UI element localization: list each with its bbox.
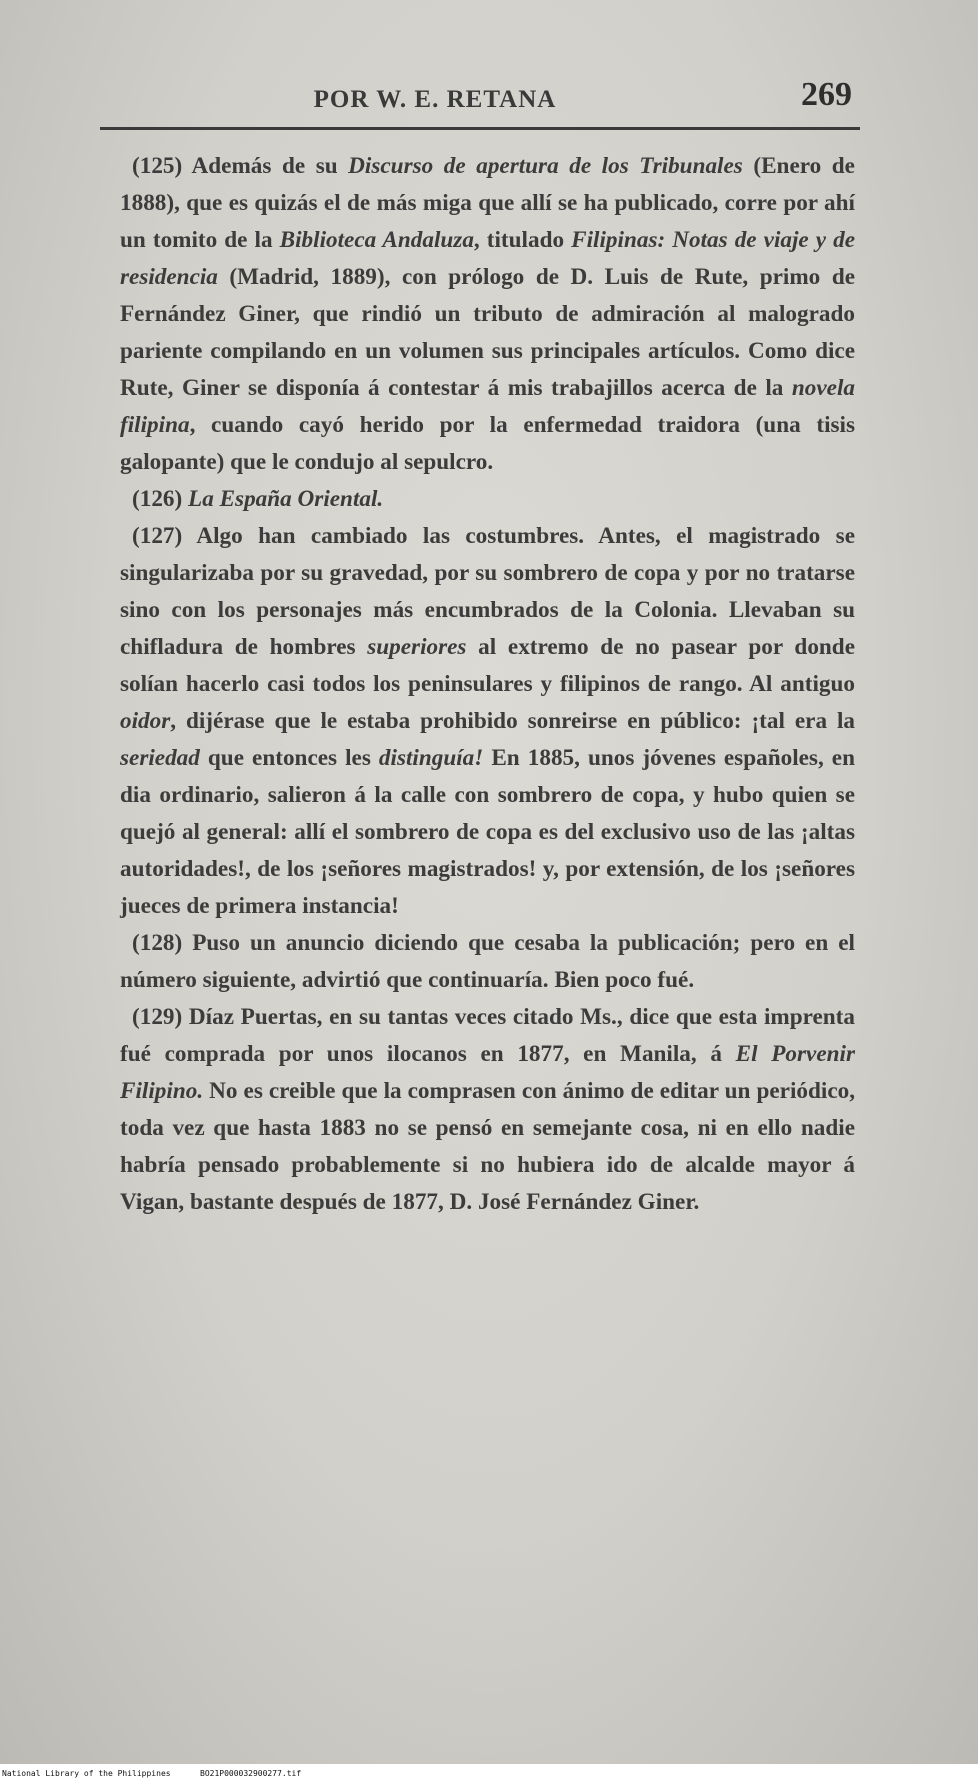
footnote-number: (127) xyxy=(132,523,183,549)
footnote-129: (129) Díaz Puertas, en su tantas veces citado Ms., dice que esta imprenta fué comprada por unos ilocanos en 1877, en Manila, á El Porvenir Filipino. No es creible que la comprasen con ánimo de editar un periódico, toda vez que hasta 1883 no se pensó en semejante cosa, ni en ello nadie habría pensado probablemente si no hubiera ido de alcalde mayor á Vigan, bastante después de 1877, D. José Fernández Giner. xyxy=(120,1004,855,1215)
footnote-127: (127) Algo han cambiado las costumbres. Antes, el magistrado se singularizaba por su gravedad, por su sombrero de copa y por no tratarse sino con los personajes más encumbrados de la Colonia. Llevaban su chifladura de hombres superiores al extremo de no pasear por donde solían hacerlo casi todos los peninsulares y filipinos de rango. Al antiguo oidor, dijérase que le estaba prohibido sonreirse en público: ¡tal era la seriedad que entonces les distinguía! En 1885, unos jóvenes españoles, en dia ordinario, salieron á la calle con sombrero de copa, y hubo quien se quejó al general: allí el sombrero de copa es del exclusivo uso de las ¡altas autoridades!, de los ¡señores magistrados! y, por extensión, de los ¡señores jueces de primera instancia! xyxy=(120,523,855,919)
footnote-125: (125) Además de su Discurso de apertura de los Tribunales (Enero de 1888), que es quizás el de más miga que allí se ha publicado, corre por ahí un tomito de la Biblioteca Andaluza, titulado Filipinas: Notas de viaje y de residencia (Madrid, 1889), con prólogo de D. Luis de Rute, primo de Fernández Giner, que rindió un tributo de admiración al malogrado pariente compilando en un volumen sus principales artículos. Como dice Rute, Giner se disponía á contestar á mis trabajillos acerca de la novela filipina, cuando cayó herido por la enfermedad traidora (una tisis galopante) que le condujo al sepulcro. xyxy=(120,153,855,475)
running-title: POR W. E. RETANA xyxy=(313,86,557,113)
file-id: BO21P000032900277.tif xyxy=(200,1769,302,1778)
footnote-number: (126) xyxy=(132,486,183,512)
footnote-number: (129) xyxy=(132,1004,183,1030)
footnote-128: (128) Puso un anuncio diciendo que cesaba la publicación; pero en el número siguiente, advirtió que continuaría. Bien poco fué. xyxy=(120,930,855,993)
header-rule xyxy=(100,127,860,130)
page-number: 269 xyxy=(801,76,852,113)
footnote-number: (128) xyxy=(132,930,183,956)
scan-footer xyxy=(0,1764,978,1785)
page-header xyxy=(100,68,860,122)
footnote-126: (126) La España Oriental. xyxy=(132,486,384,512)
footnote-number: (125) xyxy=(132,153,183,179)
footnotes-body xyxy=(120,148,855,1221)
library-credit: National Library of the Philippines xyxy=(2,1769,171,1778)
